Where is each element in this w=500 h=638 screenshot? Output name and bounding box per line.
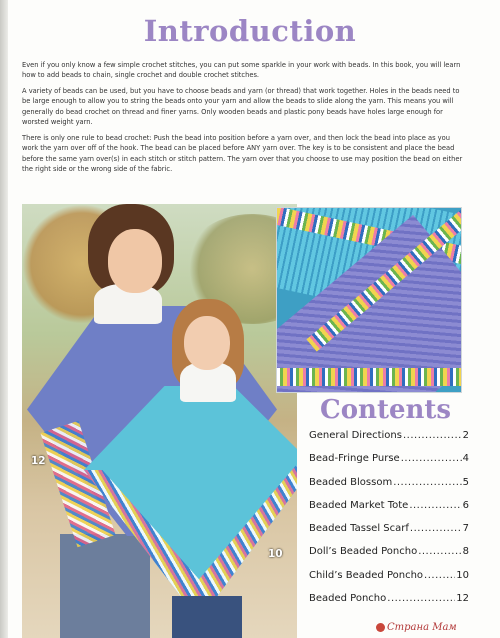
intro-paragraph-1: Even if you only know a few simple crochet stitches, you can put some sparkle in your work with beads. In this book, you will learn how to add beads to chain, single crochet and double crochet stitches.: [22, 61, 461, 80]
page-binding-edge: [0, 0, 8, 638]
toc-leader-dots: [409, 500, 461, 511]
toc-item[interactable]: [309, 593, 469, 616]
watermark-logo-icon: [376, 623, 385, 632]
toc-item[interactable]: [309, 523, 469, 546]
toc-item[interactable]: [309, 453, 469, 476]
toc-leader-dots: [418, 546, 461, 557]
toc-leader-dots: [401, 453, 462, 464]
toc-item-title: Doll’s Beaded Poncho: [309, 546, 418, 558]
woman-face: [108, 229, 162, 293]
page-title: Introduction: [143, 14, 357, 48]
toc-item-page: 8: [462, 546, 469, 558]
toc-item-page: 2: [462, 430, 469, 441]
toc-item[interactable]: [309, 430, 469, 453]
toc-item-title: Bead-Fringe Purse: [309, 453, 400, 465]
toc-item-title: Beaded Poncho: [309, 593, 387, 605]
woman-jeans: [60, 534, 150, 638]
toc-leader-dots: [410, 523, 462, 534]
toc-leader-dots: [424, 570, 455, 581]
girl-face: [184, 316, 230, 370]
contents-heading: Contents: [320, 395, 452, 425]
toc-item-page: 6: [462, 499, 469, 511]
table-of-contents: [309, 430, 469, 616]
toc-leader-dots: [393, 477, 461, 488]
toc-item-page: 12: [456, 593, 469, 605]
intro-section: [22, 60, 464, 180]
watermark-text: Страна Мам: [387, 622, 457, 633]
toc-item-page: 4: [462, 453, 469, 465]
toc-item-page: 5: [462, 476, 469, 488]
toc-item[interactable]: [309, 546, 469, 569]
toc-item-title: Beaded Blossom: [309, 476, 393, 488]
toc-item-title: Child’s Beaded Poncho: [309, 569, 424, 581]
toc-leader-dots: [403, 430, 462, 441]
toc-item-page: 10: [456, 569, 469, 581]
girl-jeans: [172, 596, 242, 638]
intro-paragraph-2: A variety of beads can be used, but you have to choose beads and yarn (or thread) that work together. Holes in the beads need to be large enough to allow you to string the beads onto your yarn and allow the beads to slide along the yarn. This means you will generally do bead crochet on thread and finer yarns. Only wooden beads and plastic pony beads have holes large enough for worsted weight yarn.: [22, 87, 460, 127]
toc-leader-dots: [387, 593, 455, 604]
site-watermark: [376, 622, 457, 633]
toc-item-title: Beaded Tassel Scarf: [309, 523, 409, 535]
toc-item[interactable]: [309, 477, 469, 500]
swatch-bead-band: [276, 368, 462, 386]
photo-page-badge-right: 10: [268, 548, 283, 560]
photo-page-badge-left: 12: [31, 455, 46, 467]
toc-item-page: 7: [462, 523, 469, 535]
toc-item-title: Beaded Market Tote: [309, 499, 409, 511]
poncho-models-photo: [22, 204, 297, 638]
intro-paragraph-3: There is only one rule to bead crochet: Push the bead into position before a yarn over, and then lock the bead into place as you work the yarn over off of the hook. The bead can be placed before ANY yarn over. The key is to be consistent and place the bead before the same yarn over(s) in each stitch or stitch pattern. The yarn over that you choose to use may position the bead on either the right side or the wrong side of the fabric.: [22, 133, 463, 174]
beaded-stitch-closeup: [276, 207, 462, 393]
toc-item[interactable]: [309, 570, 469, 593]
toc-item[interactable]: [309, 500, 469, 523]
toc-item-title: General Directions: [309, 430, 402, 441]
